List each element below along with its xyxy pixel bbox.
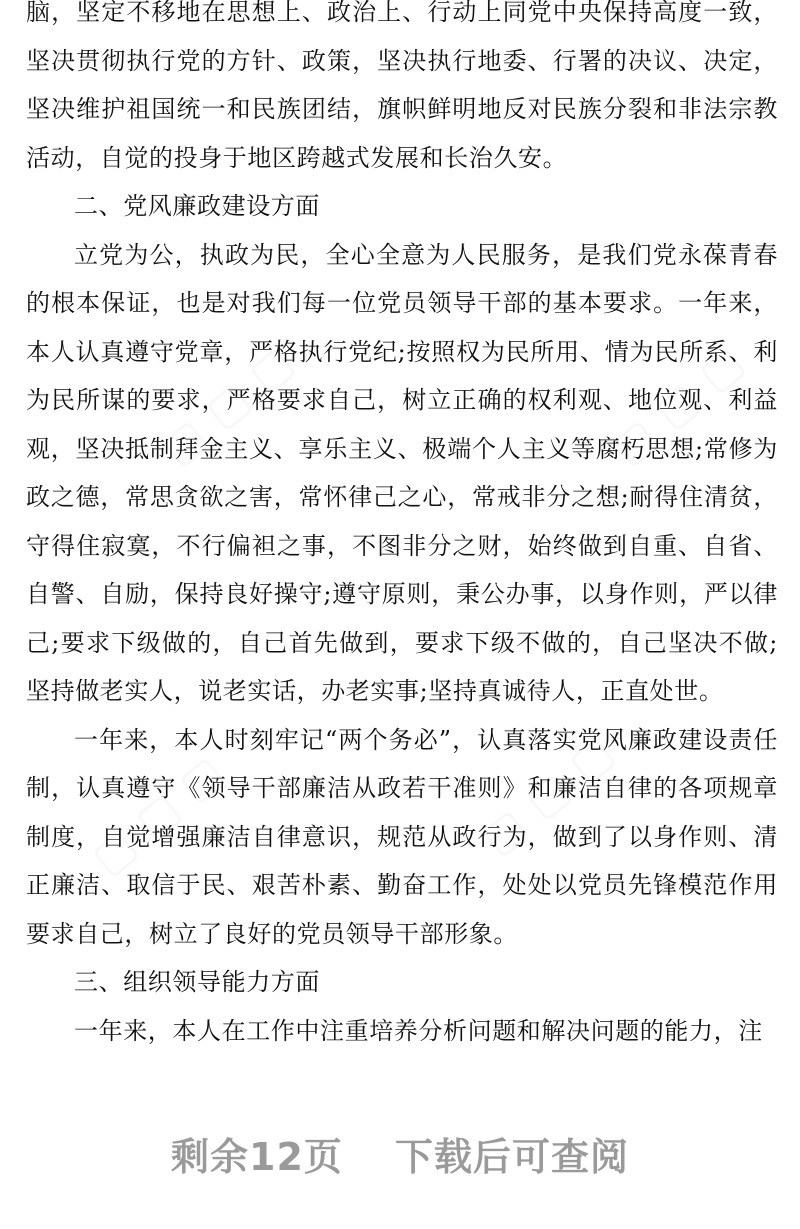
watermark: ▢ ▢ ▢ xyxy=(81,746,234,885)
watermark: ▢ ▢ ▢ xyxy=(601,336,754,475)
paragraph-continued: 脑，坚定不移地在思想上、政治上、行动上同党中央保持高度一致，坚决贯彻执行党的方针、政策，坚决执行地委、行署的决议、决定，坚决维护祖国统一和民族团结，旗帜鲜明地反对民族分裂和非法宗教活动，自觉的投身于地区跨越式发展和长治久安。 xyxy=(26,0,778,172)
watermark: ▢ ▢ ▢ xyxy=(471,726,624,865)
download-banner[interactable] xyxy=(0,1126,800,1181)
download-hint-label[interactable]: 下载后可查阅 xyxy=(394,1135,629,1179)
watermark: ▢ ▢ ▢ xyxy=(151,336,304,475)
paragraph: 一年来，本人时刻牢记“两个务必”，认真落实党风廉政建设责任制，认真遵守《领导干部廉洁从政若干准则》和廉洁自律的各项规章制度，自觉增强廉洁自律意识，规范从政行为，做到了以身作则、清正廉洁、取信于民、艰苦朴素、勤奋工作，处处以党员先锋模范作用要求自己，树立了良好的党员领导干部形象。 xyxy=(26,725,778,948)
paragraph: 一年来，本人在工作中注重培养分析问题和解决问题的能力，注 xyxy=(74,1016,763,1045)
section-heading-leadership: 三、组织领导能力方面 xyxy=(74,968,320,996)
paragraph: 立党为公，执政为民，全心全意为人民服务，是我们党永葆青春的根本保证，也是对我们每一位党员领导干部的基本要求。一年来，本人认真遵守党章，严格执行党纪;按照权为民所用、情为民所系、利为民所谋的要求，严格要求自己，树立正确的权利观、地位观、利益观，坚决抵制拜金主义、享乐主义、极端个人主义等腐朽思想;常修为政之德，常思贪欲之害，常怀律己之心，常戒非分之想;耐得住清贫，守得住寂寞，不行偏袒之事，不图非分之财，始终做到自重、自省、自警、自励，保持良好操守;遵守原则，秉公办事，以身作则，严以律己;要求下级做的，自己首先做到，要求下级不做的，自己坚决不做;坚持做老实人，说老实话，办老实事;坚持真诚待人，正直处世。 xyxy=(26,240,778,705)
section-heading-party-conduct: 二、党风廉政建设方面 xyxy=(74,192,320,220)
document-body xyxy=(26,0,778,1055)
remaining-pages-label: 剩余12页 xyxy=(171,1135,343,1179)
